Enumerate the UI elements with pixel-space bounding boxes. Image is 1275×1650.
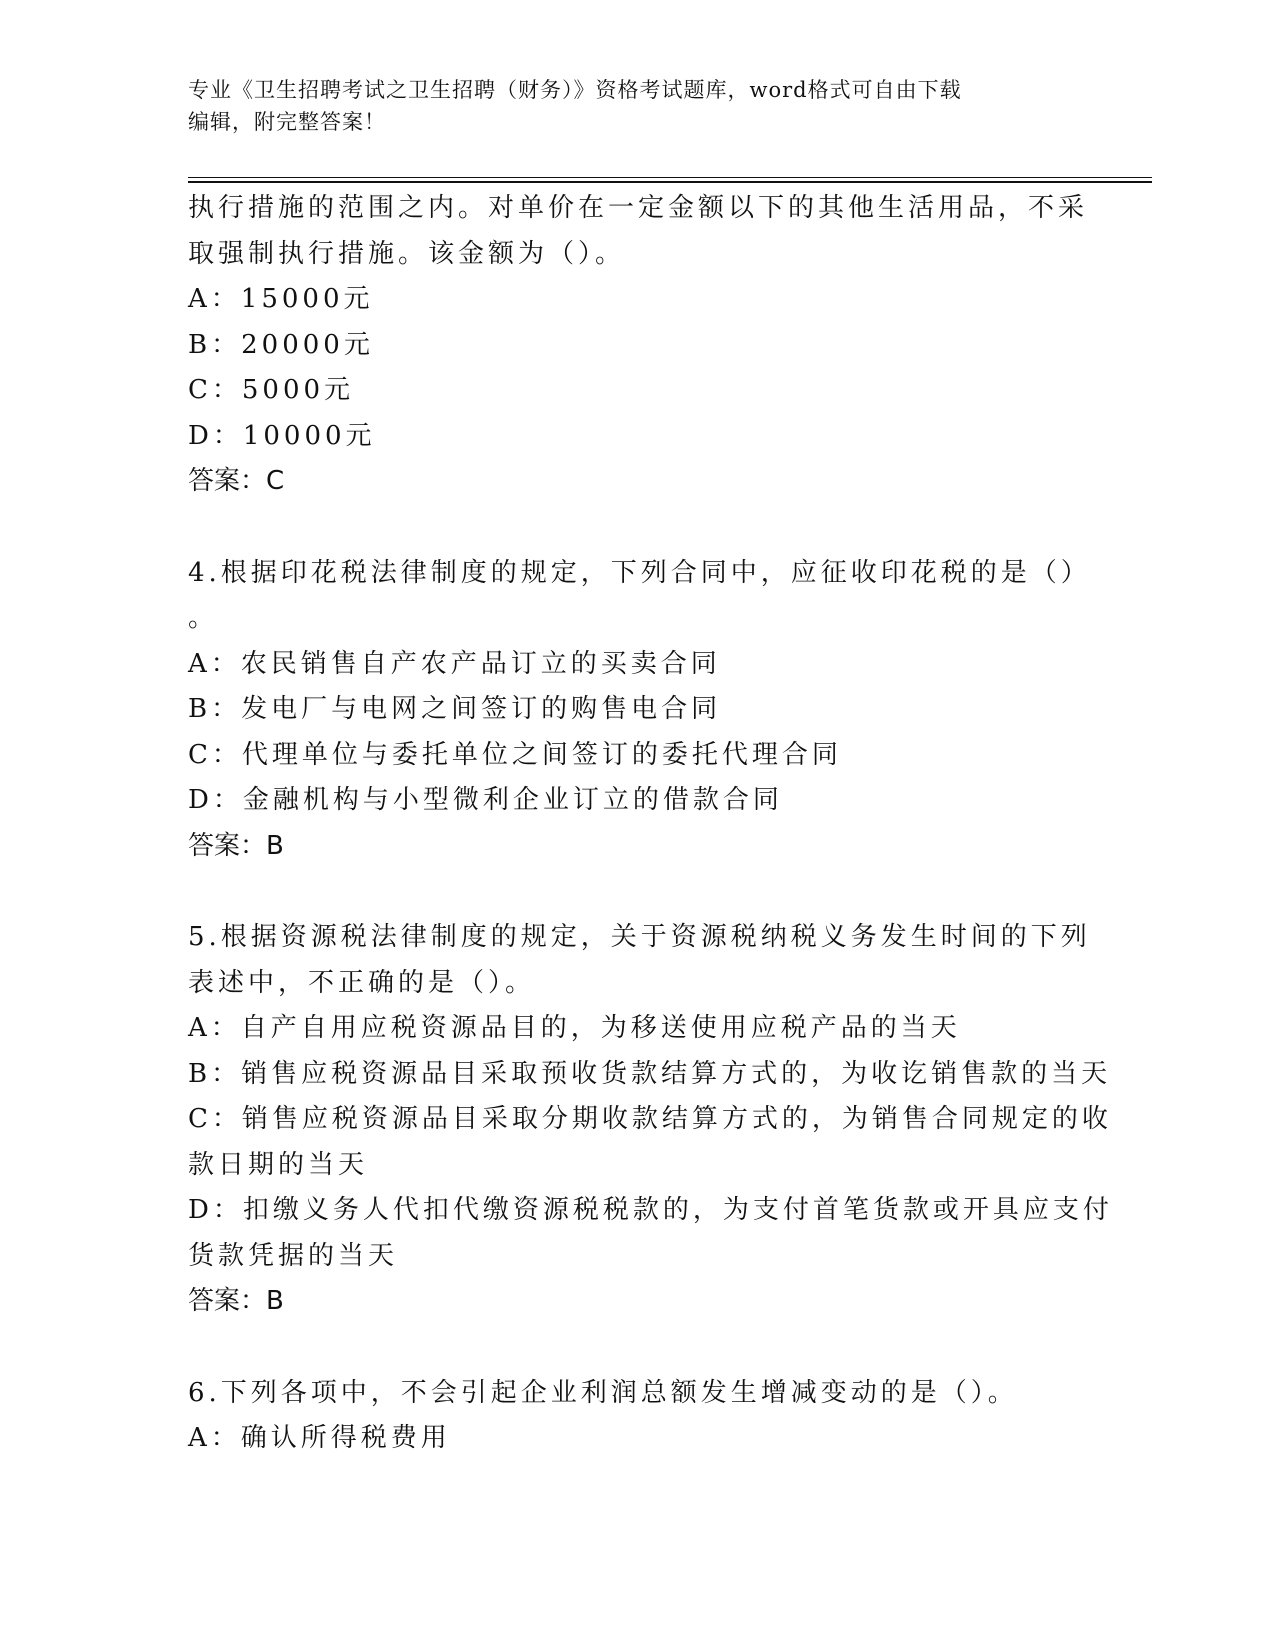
document-body [188,186,1113,1462]
option-b: B：发电厂与电网之间签订的购售电合同 [188,694,722,724]
header-line-2: 编辑，附完整答案！ [188,110,386,134]
question-4 [188,551,1091,870]
question-stem: 。 [188,603,219,633]
option-d: D：金融机构与小型微利企业订立的借款合同 [188,785,783,815]
answer-line: 答案：C [188,466,285,496]
question-3 [188,186,1088,505]
option-a: A：农民销售自产农产品订立的买卖合同 [188,648,721,679]
spacer [188,869,1088,915]
question-stem: 执行措施的范围之内。对单价在一定金额以下的其他生活用品，不采 [188,193,1089,223]
question-5 [188,915,1113,1325]
option-c: C：销售应税资源品目采取分期收款结算方式的，为销售合同规定的收 [188,1104,1112,1134]
option-d-continued: 货款凭据的当天 [188,1240,399,1271]
option-c: C：代理单位与委托单位之间签订的委托代理合同 [188,739,842,770]
header-line-1: 专业《卫生招聘考试之卫生招聘（财务）》资格考试题库，word格式可自由下载 [188,78,962,102]
option-a: A：15000元 [188,284,374,314]
answer-line: 答案：B [188,830,284,861]
option-c-continued: 款日期的当天 [188,1149,369,1180]
option-a: A：自产自用应税资源品目的，为移送使用应税产品的当天 [188,1013,961,1043]
option-d: D：10000元 [188,420,376,451]
question-stem: 4.根据印花税法律制度的规定，下列合同中，应征收印花税的是（） [188,557,1091,588]
option-d: D：扣缴义务人代扣代缴资源税税款的，为支付首笔货款或开具应支付 [188,1195,1113,1225]
spacer [188,505,1088,551]
option-a: A：确认所得税费用 [188,1423,451,1453]
question-stem: 取强制执行措施。该金额为（）。 [188,238,626,269]
question-stem: 6.下列各项中，不会引起企业利润总额发生增减变动的是（）。 [188,1377,1018,1408]
option-c: C：5000元 [188,375,355,405]
question-stem: 表述中，不正确的是（）。 [188,967,536,998]
question-6 [188,1371,1088,1462]
question-stem: 5.根据资源税法律制度的规定，关于资源税纳税义务发生时间的下列 [188,922,1091,952]
document-header [188,74,1088,138]
header-divider-thick [188,181,1152,183]
option-b: B：销售应税资源品目采取预收货款结算方式的，为收讫销售款的当天 [188,1058,1112,1089]
option-b: B：20000元 [188,329,374,360]
spacer [188,1325,1088,1371]
header-divider-thin [188,177,1152,178]
answer-line: 答案：B [188,1286,284,1316]
